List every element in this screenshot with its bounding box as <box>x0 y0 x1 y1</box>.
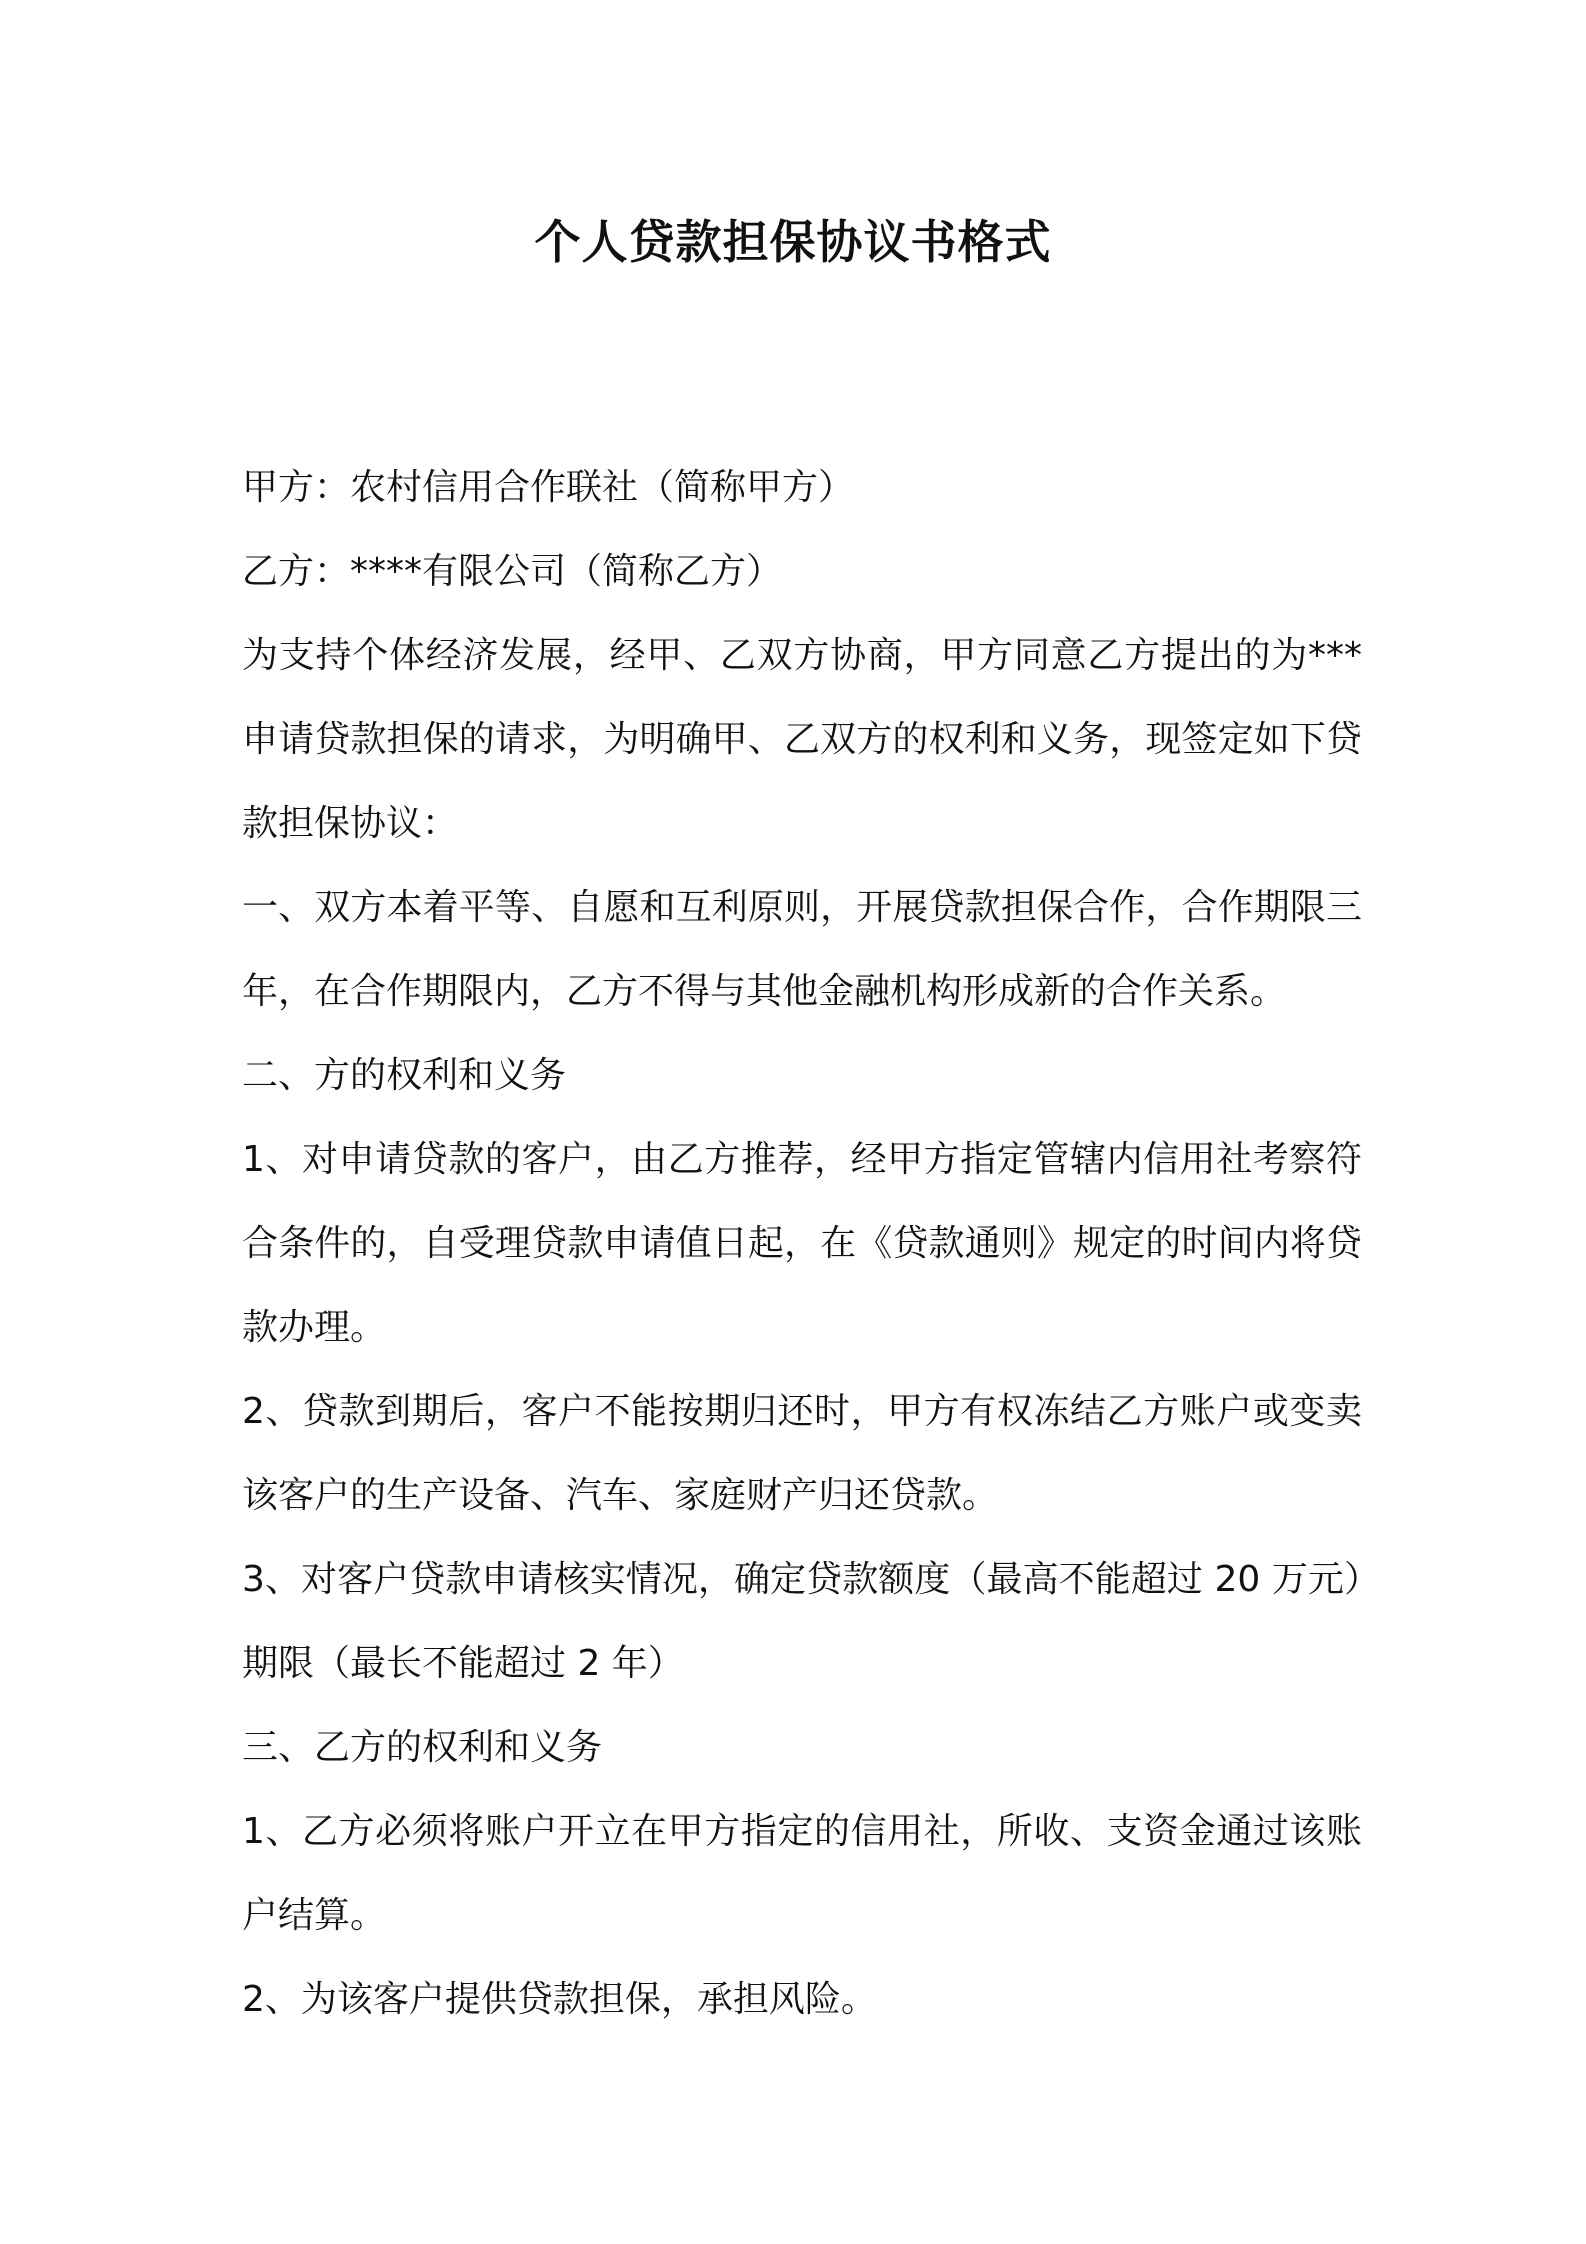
section-3-item-2: 2、为该客户提供贷款担保，承担风险。 <box>242 1979 877 2020</box>
section-3-item-1: 1、乙方必须将账户开立在甲方指定的信用社，所收、支资金通过该账户结算。 <box>242 1811 1362 1936</box>
document-title: 个人贷款担保协议书格式 <box>534 215 1052 269</box>
section-2-heading: 二、方的权利和义务 <box>242 1055 567 1096</box>
section-3-heading: 三、乙方的权利和义务 <box>242 1727 603 1768</box>
party-b-line: 乙方：****有限公司（简称乙方） <box>242 551 783 592</box>
clause-1-paragraph: 一、双方本着平等、自愿和互利原则，开展贷款担保合作，合作期限三年，在合作期限内，乙方不得与其他金融机构形成新的合作关系。 <box>242 887 1362 1012</box>
section-2-item-3: 3、对客户贷款申请核实情况，确定贷款额度（最高不能超过 20 万元）期限（最长不能超过 2 年） <box>242 1559 1362 1684</box>
section-2-item-2: 2、贷款到期后，客户不能按期归还时，甲方有权冻结乙方账户或变卖该客户的生产设备、汽车、家庭财产归还贷款。 <box>242 1391 1362 1516</box>
party-a-line: 甲方：农村信用合作联社（简称甲方） <box>242 467 855 508</box>
section-2-item-1: 1、对申请贷款的客户，由乙方推荐，经甲方指定管辖内信用社考察符合条件的，自受理贷款申请值日起，在《贷款通则》规定的时间内将贷款办理。 <box>242 1139 1362 1348</box>
preamble-paragraph: 为支持个体经济发展，经甲、乙双方协商，甲方同意乙方提出的为***申请贷款担保的请求，为明确甲、乙双方的权利和义务，现签定如下贷款担保协议： <box>242 635 1362 844</box>
document-body <box>242 446 1362 2042</box>
